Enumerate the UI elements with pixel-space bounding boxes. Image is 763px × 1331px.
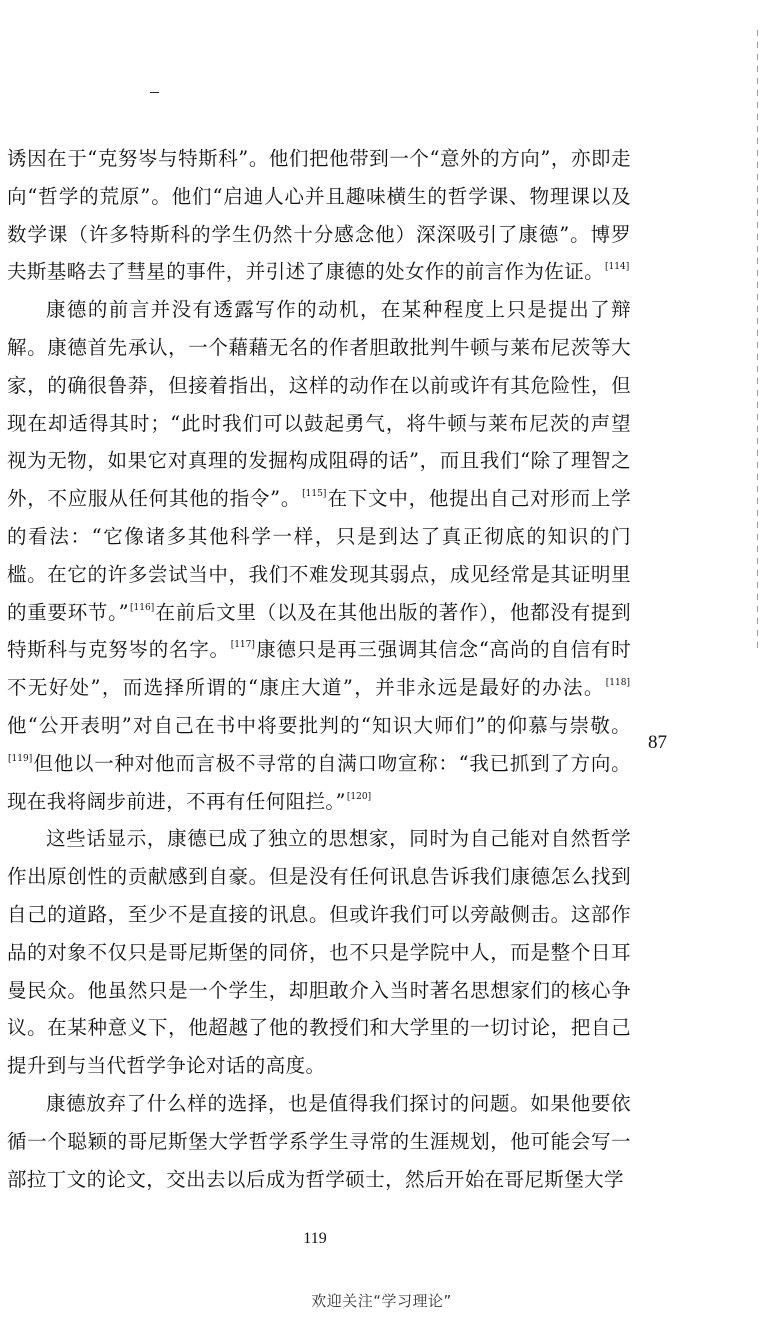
footnote-ref: [114] <box>605 262 630 273</box>
paragraph-text: 康德放弃了什么样的选择，也是值得我们探讨的问题。如果他要依循一个聪颖的哥尼斯堡大学哲学系学生寻常的生涯规划，他可能会写一部拉丁文的论文，交出去以后成为哲学硕士，然后开始在哥尼斯堡大学 <box>7 1091 631 1191</box>
footer-note: 欢迎关注“学习理论” <box>311 1292 452 1310</box>
paragraph <box>7 291 631 820</box>
footnote-ref: [119] <box>8 753 33 764</box>
paragraph <box>7 820 631 1085</box>
footnote-ref: [117] <box>230 640 255 651</box>
paragraph-text: 在前后文里（以及在其他出版的著作），他都没有提到特斯科与克努岑的名字。 <box>7 600 631 662</box>
paragraph-text: 这些话显示，康德已成了独立的思想家，同时为自己能对自然哲学作出原创性的贡献感到自豪。但是没有任何讯息告诉我们康德怎么找到自己的道路，至少不是直接的讯息。但或许我们可以旁敲侧击。这部作品的对象不仅只是哥尼斯堡的同侪，也不只是学院中人，而是整个日耳曼民众。他虽然只是一个学生，却胆敢介入当时著名思想家们的核心争议。在某种意义下，他超越了他的教授们和大学里的一切讨论，把自己提升到与当代哲学争论对话的高度。 <box>7 827 631 1078</box>
paragraph-text: 但他以一种对他而言极不寻常的自满口吻宣称：“我已抓到了方向。现在我将阔步前进，不再有任何阻拦。” <box>7 751 631 813</box>
paragraph-text: 康德的前言并没有透露写作的动机，在某种程度上只是提出了辩解。康德首先承认，一个藉藉无名的作者胆敢批判牛顿与莱布尼茨等大家，的确很鲁莽，但接着指出，这样的动作在以前或许有其危险性，但现在却适得其时；“此时我们可以鼓起勇气，将牛顿与莱布尼茨的声望视为无物，如果它对真理的发掘构成阻碍的话”，而且我们“除了理智之外，不应服从任何其他的指令”。 <box>7 298 631 511</box>
paragraph-text: 他“公开表明”对自己在书中将要批判的“知识大师们”的仰慕与崇敬。 <box>7 713 631 737</box>
paragraph <box>7 1085 631 1198</box>
margin-page-reference: 87 <box>648 732 667 753</box>
paragraph-text: 在下文中，他提出自己对形而上学的看法：“它像诸多其他科学一样，只是到达了真正彻底的知识的门槛。在它的许多尝试当中，我们不难发现其弱点，成见经常是其证明里的重要环节。” <box>7 487 631 624</box>
footnote-ref: [116] <box>130 602 155 613</box>
page-number: 119 <box>303 1230 327 1247</box>
paragraph-text: 康德只是再三强调其信念“高尚的自信有时不无好处”，而选择所谓的“康庄大道”，并非永远是最好的办法。 <box>7 638 631 700</box>
footnote-ref: [115] <box>302 489 327 500</box>
footnote-ref: [118] <box>605 678 630 689</box>
paragraph-text: 诱因在于“克努岑与特斯科”。他们把他带到一个“意外的方向”，亦即走向“哲学的荒原”。他们“启迪人心并且趣味横生的哲学课、物理课以及数学课（许多特斯科的学生仍然十分感念他）深深吸引了康德”。博罗夫斯基略去了彗星的事件，并引述了康德的处女作的前言作为佐证。 <box>7 147 631 284</box>
paragraph <box>7 140 631 291</box>
body-text <box>7 140 631 1198</box>
header-mark <box>150 92 159 93</box>
page-edge-rule <box>757 30 758 650</box>
footnote-ref: [120] <box>346 791 372 802</box>
